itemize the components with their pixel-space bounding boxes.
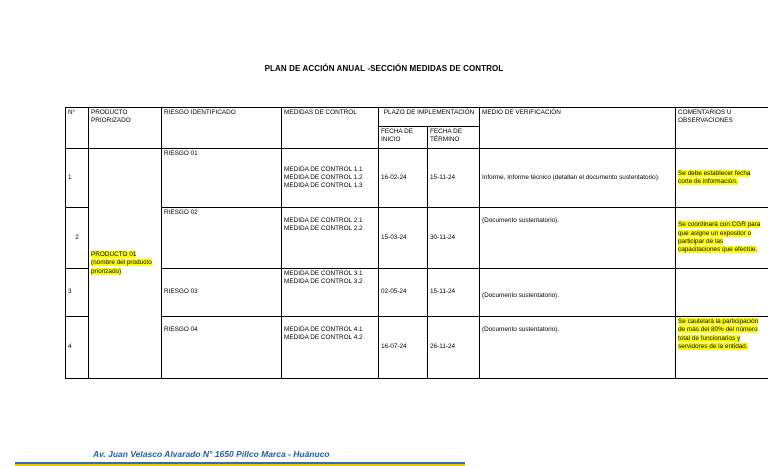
footer-address: Av. Juan Velasco Alvarado N° 1650 Pillco Marca - Huánuco — [93, 449, 330, 459]
medio-cell — [480, 208, 676, 269]
table-row — [66, 149, 768, 208]
col-header-producto: PRODUCTO PRIORIZADO — [89, 108, 162, 149]
medidas-cell — [282, 149, 379, 208]
fecha-termino-cell: 15-11-24 — [428, 149, 480, 208]
riesgo-cell — [162, 317, 282, 379]
comentario-cell — [676, 269, 768, 317]
medida-item: MEDIDA DE CONTROL 3.1 — [284, 270, 363, 277]
fecha-termino-cell: 26-11-24 — [428, 317, 480, 379]
fecha-inicio-cell: 15-03-24 — [379, 208, 428, 269]
col-header-plazo: PLAZO DE IMPLEMENTACIÓN — [379, 108, 480, 127]
fecha-inicio-cell: 16-07-24 — [379, 317, 428, 379]
medida-item: MEDIDA DE CONTROL 4.1 — [284, 326, 363, 333]
row-number: 1 — [66, 149, 89, 208]
row-number: 2 — [66, 208, 89, 269]
medida-item: MEDIDA DE CONTROL 2.2 — [284, 225, 363, 233]
comentario-text: Se cautelará la participación de más del 80% del número total de funcionarios y servidores de la entidad. — [678, 318, 759, 350]
medio-text: (Documento sustentatorio). — [482, 292, 560, 300]
riesgo-cell: RIESGO 03 — [162, 269, 282, 317]
medio-cell — [480, 317, 676, 379]
medidas-cell — [282, 208, 379, 269]
col-header-riesgo: RIESGO IDENTIFICADO — [162, 108, 282, 149]
table-row — [66, 317, 768, 379]
table-row — [66, 208, 768, 269]
medida-item: MEDIDA DE CONTROL 1.1 — [284, 165, 363, 173]
comentario-cell — [676, 208, 768, 269]
col-header-num: N° — [66, 108, 89, 149]
producto-label: PRODUCTO 01 (nombre del producto priorizado) — [91, 251, 152, 275]
fecha-termino-cell: 30-11-24 — [428, 208, 480, 269]
riesgo-cell: RIESGO 02 — [162, 208, 282, 269]
medio-cell — [480, 269, 676, 317]
medio-text: (Documento sustentatorio). — [482, 217, 560, 224]
producto-cell — [89, 149, 162, 379]
col-header-comentarios: COMENTARIOS U OBSERVACIONES — [676, 108, 768, 149]
medio-text: (Documento sustentatorio). — [482, 326, 560, 333]
col-header-fecha-termino: FECHA DE TÉRMINO — [428, 127, 480, 149]
row-number: 4 — [66, 317, 89, 379]
medio-cell: Informe, Informe técnico (detallan el documento sustentatorio). — [480, 149, 676, 208]
medidas-cell — [282, 317, 379, 379]
medida-item: MEDIDA DE CONTROL 1.3 — [284, 182, 363, 190]
medida-item: MEDIDA DE CONTROL 1.2 — [284, 173, 363, 181]
comentario-cell — [676, 317, 768, 379]
riesgo-text: RIESGO 04 — [164, 326, 198, 333]
table-row — [66, 269, 768, 317]
fecha-termino-cell: 15-11-24 — [428, 269, 480, 317]
comentario-cell — [676, 149, 768, 208]
header-row — [66, 108, 768, 127]
comentario-text: Se coordinará con CGR para que asigne un expositor o participar de las capacitaciones que efectúe. — [678, 221, 761, 254]
riesgo-cell: RIESGO 01 — [162, 149, 282, 208]
col-header-medidas: MEDIDAS DE CONTROL — [282, 108, 379, 149]
medida-item: MEDIDA DE CONTROL 3.2 — [284, 278, 363, 286]
col-header-medio: MEDIO DE VERIFICACIÓN — [480, 108, 676, 149]
comentario-text: Se debe establecer fecha corte de información. — [678, 169, 751, 185]
document-title: PLAN DE ACCIÓN ANUAL -SECCIÓN MEDIDAS DE CONTROL — [264, 64, 504, 73]
row-number: 3 — [66, 269, 89, 317]
fecha-inicio-cell: 16-02-24 — [379, 149, 428, 208]
medida-item: MEDIDA DE CONTROL 4.2 — [284, 334, 363, 342]
control-measures-table — [65, 107, 768, 379]
medida-item: MEDIDA DE CONTROL 2.1 — [284, 217, 363, 224]
fecha-inicio-cell: 02-05-24 — [379, 269, 428, 317]
col-header-fecha-inicio: FECHA DE INICIO — [379, 127, 428, 149]
medidas-cell — [282, 269, 379, 317]
